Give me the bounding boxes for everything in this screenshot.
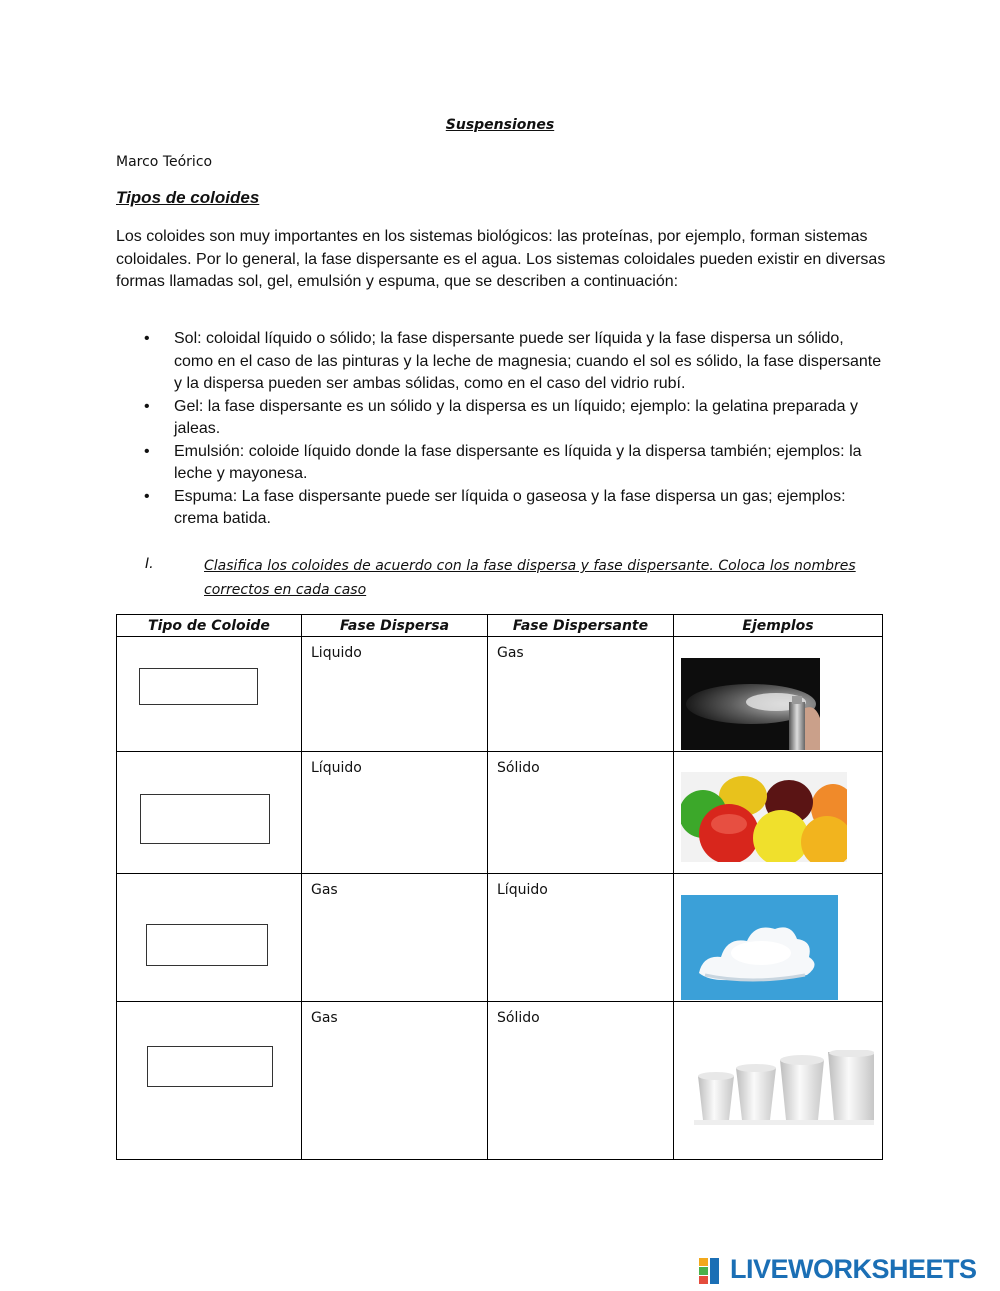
answer-input-3[interactable]: [146, 924, 268, 966]
example-cell: [674, 752, 883, 874]
table-row: [117, 752, 883, 874]
bullet-sol: • Sol: coloidal líquido o sólido; la fase dispersante puede ser líquida y la fase dispersa un sólido, como en el caso de las pinturas y la leche de magnesia; cuando el sol es sólido, la fase dispersante y la dispersa pueden ser ambas sólidas, como en el caso del vidrio rubí.: [116, 328, 886, 396]
tipo-cell: [117, 752, 302, 874]
answer-input-2[interactable]: [140, 794, 270, 844]
spray-aerosol-image: [681, 658, 820, 750]
colloid-table: [116, 614, 883, 1160]
tipo-cell: [117, 1002, 302, 1160]
instruction-text: Clasifica los coloides de acuerdo con la fase dispersa y fase dispersante. Coloca los nombres correctos en cada caso: [204, 558, 856, 598]
instruction-number: I.: [145, 556, 154, 572]
answer-input-4[interactable]: [147, 1046, 273, 1087]
liveworksheets-logo-icon: [697, 1254, 727, 1286]
colloid-types-list: [116, 328, 886, 531]
tipo-cell: [117, 637, 302, 752]
foam-cups-image: [694, 1050, 874, 1125]
section-heading: Tipos de coloides: [116, 188, 260, 207]
tipo-cell: [117, 874, 302, 1002]
dispersante-cell: Sólido: [488, 1002, 674, 1160]
bullet-emulsion: • Emulsión: coloide líquido donde la fase dispersante es líquida y la dispersa también; ejemplos: la leche y mayonesa.: [116, 441, 886, 486]
header-tipo: Tipo de Coloide: [117, 615, 302, 637]
intro-paragraph: Los coloides son muy importantes en los sistemas biológicos: las proteínas, por ejemplo, forman sistemas coloidales. Por lo general, la fase dispersante es el agua. Los sistemas coloidales pueden existir en diversas formas llamadas sol, gel, emulsión y espuma, que se describen a continuación:: [116, 228, 886, 290]
table-row: [117, 1002, 883, 1160]
liveworksheets-brand: LIVEWORKSHEETS: [730, 1254, 977, 1284]
dispersante-cell: Gas: [488, 637, 674, 752]
example-cell: [674, 874, 883, 1002]
foam-image: [681, 895, 838, 1000]
header-dispersante: Fase Dispersante: [488, 615, 674, 637]
answer-input-1[interactable]: [139, 668, 258, 705]
dispersante-cell: Sólido: [488, 752, 674, 874]
example-cell: [674, 1002, 883, 1160]
table-row: [117, 637, 883, 752]
dispersante-cell: Líquido: [488, 874, 674, 1002]
header-dispersa: Fase Dispersa: [302, 615, 488, 637]
bullet-gel: • Gel: la fase dispersante es un sólido y la dispersa es un líquido; ejemplo: la gelatina preparada y jaleas.: [116, 396, 886, 441]
gelatin-image: [681, 772, 847, 871]
subtitle: Marco Teórico: [116, 154, 213, 170]
document-title: Suspensiones: [445, 117, 555, 133]
bullet-espuma: • Espuma: La fase dispersante puede ser líquida o gaseosa y la fase dispersa un gas; ejemplos: crema batida.: [116, 486, 886, 531]
table-row: [117, 874, 883, 1002]
dispersa-cell: Líquido: [302, 752, 488, 874]
dispersa-cell: Gas: [302, 874, 488, 1002]
dispersa-cell: Gas: [302, 1002, 488, 1160]
header-ejemplos: Ejemplos: [674, 615, 883, 637]
example-cell: [674, 637, 883, 752]
dispersa-cell: Liquido: [302, 637, 488, 752]
